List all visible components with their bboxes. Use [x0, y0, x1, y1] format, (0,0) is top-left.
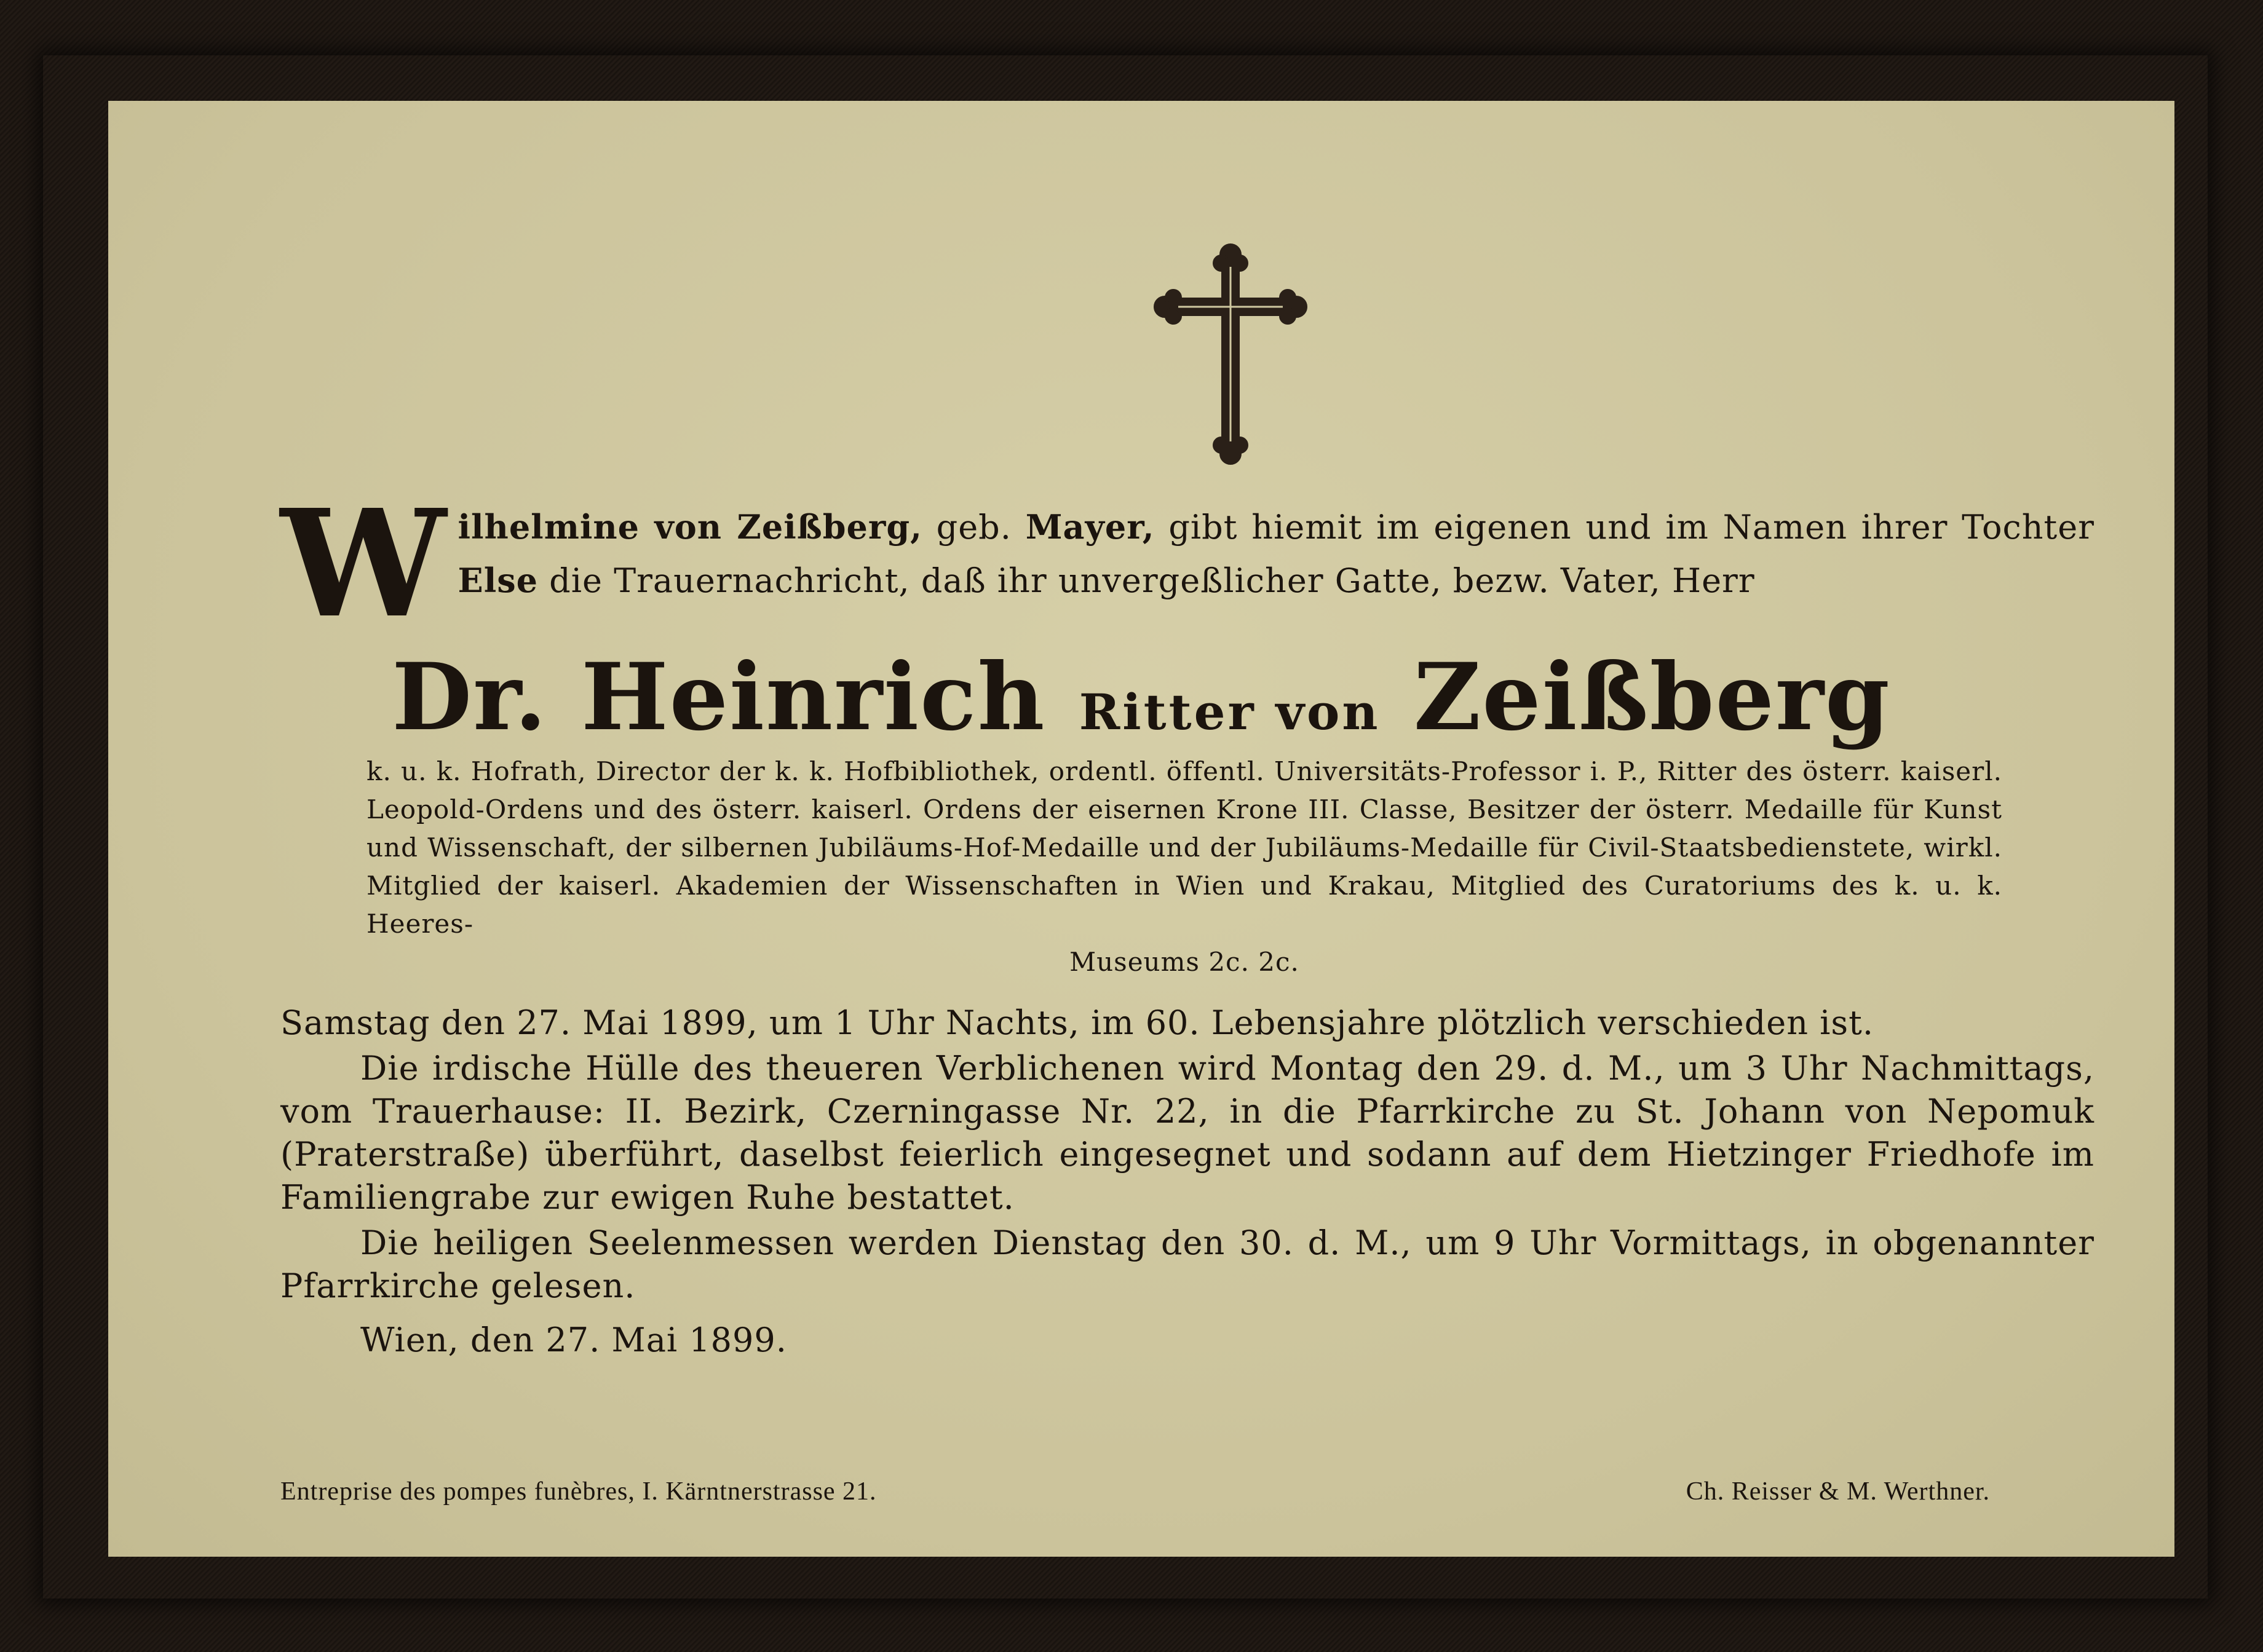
undertaker-imprint: Entreprise des pompes funèbres, I. Kärntnerstrasse 21.: [280, 1477, 877, 1506]
intro-text-2: die Trauernachricht, daß ihr unvergeßlicher Gatte, bezw. Vater, Herr: [549, 561, 1755, 600]
requiem-paragraph: Die heiligen Seelenmessen werden Dienstag den 30. d. M., um 9 Uhr Vormittags, in obgenannter Pfarrkirche gelesen.: [280, 1223, 2095, 1305]
maiden-name: Mayer,: [1025, 507, 1155, 547]
intro-paragraph: [280, 477, 2095, 650]
place-date-line: Wien, den 27. Mai 1899.: [360, 1321, 787, 1359]
trefoil-cross-icon: [1154, 237, 1307, 471]
decorative-initial: W: [280, 477, 447, 650]
geb-label: geb.: [936, 508, 1012, 547]
deceased-name-heading: [108, 642, 2174, 767]
honours-text: k. u. k. Hofrath, Director der k. k. Hofbibliothek, ordentl. öffentl. Universitäts-Professor i. P., Ritter des österr. kaiserl. Leopold-Ordens und des österr. kaiserl. Ordens der eisernen Krone III. Classe, Besitzer der österr. Medaille für Kunst und Wissenschaft, der silbernen Jubiläums-Hof-Medaille und der Jubiläums-Medaille für Civil-Staatsbedienstete, wirkl. Mitglied der kaiserl. Akademien der Wissenschaften in Wien und Krakau, Mitglied des Curatoriums des k. u. k. Heeres-: [367, 756, 2002, 939]
doctor-title: Dr.: [392, 643, 548, 751]
first-name: Heinrich: [581, 643, 1046, 751]
surname: Zeißberg: [1413, 643, 1891, 751]
daughter-name: Else: [458, 561, 538, 600]
notice-body: [280, 1002, 2095, 1362]
honours-list: [367, 753, 2002, 981]
intro-text-1: gibt hiemit im eigenen und im Namen ihrer Tochter: [1168, 508, 2095, 547]
honours-text-end: Museums 2c. 2c.: [1069, 947, 1299, 977]
printer-imprint: Ch. Reisser & M. Werthner.: [1686, 1477, 1990, 1506]
death-notice-card: [108, 101, 2174, 1557]
widow-name: ilhelmine von Zeißberg,: [458, 507, 922, 547]
death-date-paragraph: Samstag den 27. Mai 1899, um 1 Uhr Nachts, im 60. Lebensjahre plötzlich verschieden ist.: [280, 1003, 1874, 1042]
noble-rank: Ritter von: [1079, 683, 1381, 741]
funeral-paragraph: Die irdische Hülle des theueren Verblichenen wird Montag den 29. d. M., um 3 Uhr Nachmittags, vom Trauerhause: II. Bezirk, Czerningasse Nr. 22, in die Pfarrkirche zu St. Johann von Nepomuk (Praterstraße) überführt, daselbst feierlich eingesegnet und sodann auf dem Hietzinger Friedhofe im Familiengrabe zur ewigen Ruhe bestattet.: [280, 1049, 2095, 1217]
